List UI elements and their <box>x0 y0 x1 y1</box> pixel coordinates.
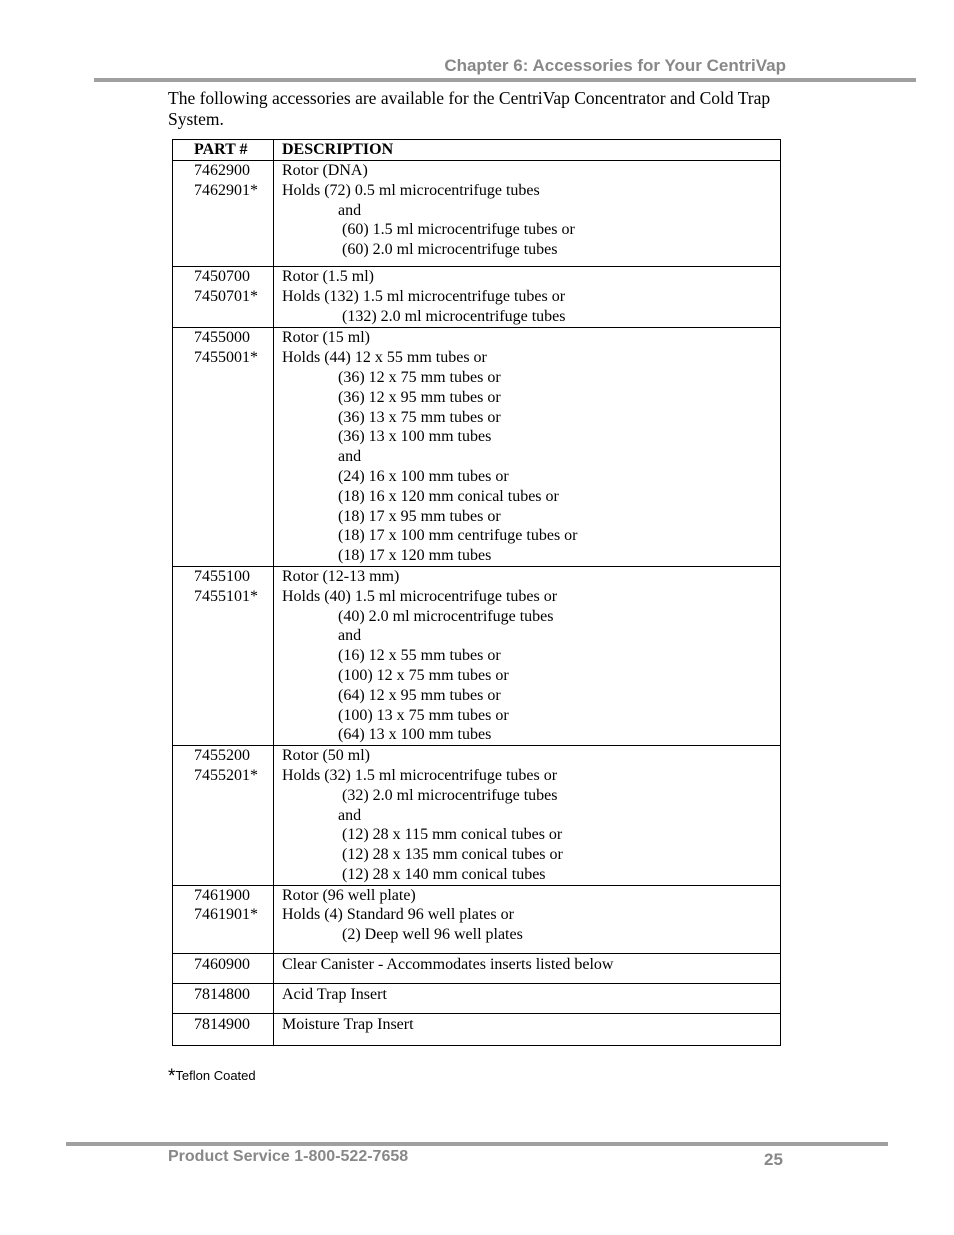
part-number-cell <box>173 566 274 745</box>
part-number-cell <box>173 266 274 327</box>
part-number: 7450701* <box>194 287 258 305</box>
description-line: (60) 1.5 ml microcentrifuge tubes or <box>342 221 575 239</box>
description-line: Holds (4) Standard 96 well plates or <box>282 906 514 924</box>
table-row <box>173 885 781 953</box>
description-line: (64) 12 x 95 mm tubes or <box>338 686 501 704</box>
table-row <box>173 746 781 886</box>
part-number-cell <box>173 328 274 567</box>
description-cell <box>274 746 781 886</box>
part-number-cell <box>173 746 274 886</box>
product-service-text: Product Service 1-800-522-7658 <box>168 1148 409 1165</box>
description-line: (18) 17 x 95 mm tubes or <box>338 507 501 525</box>
part-number: 7455200 <box>194 747 250 765</box>
description-line: (60) 2.0 ml microcentrifuge tubes <box>342 241 558 259</box>
description-line: (36) 12 x 75 mm tubes or <box>338 368 501 386</box>
description-line: (36) 13 x 100 mm tubes <box>338 428 492 446</box>
description-line: (12) 28 x 135 mm conical tubes or <box>342 846 563 864</box>
description-line: Holds (72) 0.5 ml microcentrifuge tubes <box>282 181 540 199</box>
part-number-cell <box>173 161 274 267</box>
description-line: Holds (32) 1.5 ml microcentrifuge tubes or <box>282 766 558 784</box>
intro-paragraph: The following accessories are available for the CentriVap Concentrator and Cold Trap System. <box>168 88 771 129</box>
part-number: 7814800 <box>194 985 250 1003</box>
part-number: 7814900 <box>194 1015 250 1033</box>
description-line: Clear Canister - Accommodates inserts listed below <box>282 956 614 974</box>
description-line: (100) 12 x 75 mm tubes or <box>338 666 509 684</box>
part-column-header: PART # <box>173 140 274 161</box>
description-line: (36) 13 x 75 mm tubes or <box>338 408 501 426</box>
description-line: Acid Trap Insert <box>282 985 387 1003</box>
description-line: (12) 28 x 115 mm conical tubes or <box>342 826 563 844</box>
part-number-cell <box>173 1013 274 1046</box>
footnote-text: Teflon Coated <box>175 1068 256 1083</box>
description-line: Rotor (12-13 mm) <box>282 567 400 585</box>
part-number-cell <box>173 954 274 984</box>
table-row <box>173 266 781 327</box>
description-cell <box>274 266 781 327</box>
description-line: (24) 16 x 100 mm tubes or <box>338 467 509 485</box>
description-line: (18) 17 x 100 mm centrifuge tubes or <box>338 527 578 545</box>
description-cell <box>274 328 781 567</box>
table-header-row <box>173 140 781 161</box>
table-row <box>173 954 781 984</box>
part-number: 7455000 <box>194 329 250 347</box>
description-line: Holds (40) 1.5 ml microcentrifuge tubes or <box>282 587 558 605</box>
accessories-table <box>172 139 781 1046</box>
table-row <box>173 161 781 267</box>
description-cell <box>274 161 781 267</box>
header-rule <box>94 78 916 82</box>
description-line: (36) 12 x 95 mm tubes or <box>338 388 501 406</box>
description-line: Moisture Trap Insert <box>282 1015 414 1033</box>
description-line: (12) 28 x 140 mm conical tubes <box>342 865 546 883</box>
description-line: (18) 17 x 120 mm tubes <box>338 547 492 565</box>
description-line: Holds (44) 12 x 55 mm tubes or <box>282 349 487 367</box>
part-number-cell <box>173 885 274 953</box>
description-line: Rotor (50 ml) <box>282 747 370 765</box>
description-line: (32) 2.0 ml microcentrifuge tubes <box>342 786 558 804</box>
part-number: 7461900 <box>194 886 250 904</box>
description-cell <box>274 885 781 953</box>
description-line: (18) 16 x 120 mm conical tubes or <box>338 487 559 505</box>
description-line: and <box>338 201 362 219</box>
chapter-title: Chapter 6: Accessories for Your CentriVap <box>444 56 786 75</box>
table-body <box>173 161 781 1046</box>
footer-rule <box>66 1142 888 1146</box>
part-number: 7455001* <box>194 349 258 367</box>
description-line: Rotor (1.5 ml) <box>282 267 374 285</box>
description-cell <box>274 566 781 745</box>
part-number: 7455100 <box>194 567 250 585</box>
description-line: (132) 2.0 ml microcentrifuge tubes <box>342 307 566 325</box>
table-row <box>173 1013 781 1046</box>
description-line: (40) 2.0 ml microcentrifuge tubes <box>338 607 554 625</box>
description-cell <box>274 1013 781 1046</box>
description-line: Rotor (96 well plate) <box>282 886 416 904</box>
description-line: and <box>338 448 362 466</box>
description-cell <box>274 954 781 984</box>
description-column-header: DESCRIPTION <box>274 140 781 161</box>
description-line: (64) 13 x 100 mm tubes <box>338 726 492 744</box>
table-row <box>173 328 781 567</box>
table-row <box>173 566 781 745</box>
part-number: 7462901* <box>194 181 258 199</box>
page-number: 25 <box>764 1150 783 1169</box>
description-cell <box>274 983 781 1013</box>
part-number-cell <box>173 983 274 1013</box>
part-number: 7455101* <box>194 587 258 605</box>
footnote <box>168 1066 256 1088</box>
description-line: and <box>338 806 362 824</box>
description-line: and <box>338 627 362 645</box>
description-line: (2) Deep well 96 well plates <box>342 926 523 944</box>
part-number: 7455201* <box>194 766 258 784</box>
part-number: 7461901* <box>194 906 258 924</box>
part-number: 7450700 <box>194 267 250 285</box>
table-row <box>173 983 781 1013</box>
description-line: Rotor (15 ml) <box>282 329 370 347</box>
part-number: 7462900 <box>194 162 250 179</box>
footnote-star: * <box>168 1066 176 1087</box>
description-line: Holds (132) 1.5 ml microcentrifuge tubes or <box>282 287 566 305</box>
description-line: Rotor (DNA) <box>282 162 368 179</box>
part-number: 7460900 <box>194 956 250 974</box>
description-line: (16) 12 x 55 mm tubes or <box>338 647 501 665</box>
description-line: (100) 13 x 75 mm tubes or <box>338 706 509 724</box>
